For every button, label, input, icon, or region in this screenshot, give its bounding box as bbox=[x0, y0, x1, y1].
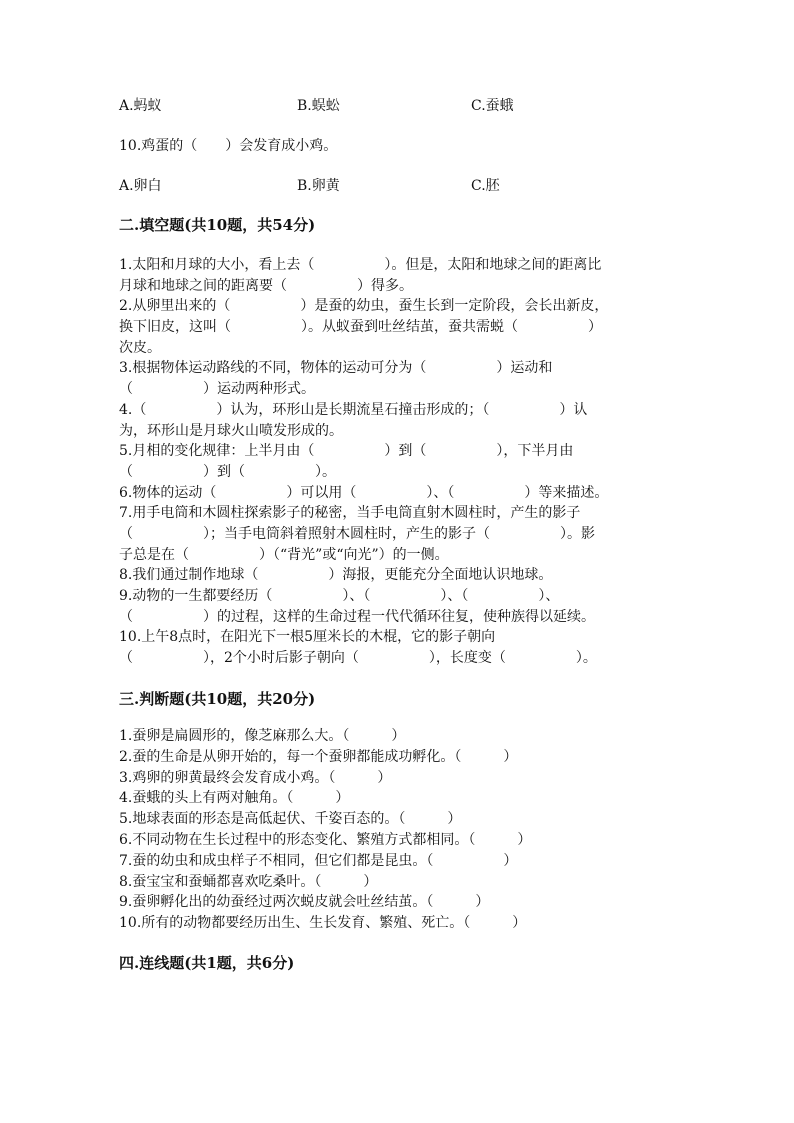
section4-title: 四.连线题(共1题，共6分) bbox=[119, 954, 295, 972]
section2-title: 二.填空题(共10题，共54分) bbox=[119, 216, 316, 234]
section2-line: （ ），2个小时后影子朝向（ ），长度变（ ）。 bbox=[119, 650, 597, 667]
section3-line: 5.地球表面的形态是高低起伏、千姿百态的。（ ） bbox=[119, 811, 462, 828]
section2-line: 6.物体的运动（ ）可以用（ ）、（ ）等来描述。 bbox=[119, 484, 609, 501]
q10-option-c: C.胚 bbox=[471, 178, 500, 194]
section3-line: 3.鸡卵的卵黄最终会发育成小鸡。（ ） bbox=[119, 769, 392, 786]
section2-line: 次皮。 bbox=[119, 339, 161, 356]
section3-title: 三.判断题(共10题，共20分) bbox=[119, 690, 316, 708]
section2-line: 9.动物的一生都要经历（ ）、（ ）、（ ）、 bbox=[119, 588, 560, 604]
section3-questions bbox=[119, 726, 679, 934]
section3-line: 10.所有的动物都要经历出生、生长发育、繁殖、死亡。（ ） bbox=[119, 915, 527, 932]
section2-line: （ ）的过程，这样的生命过程一代代循环往复，使种族得以延续。 bbox=[119, 608, 595, 625]
q9-options bbox=[119, 96, 679, 116]
section2-line: 8.我们通过制作地球（ ）海报，更能充分全面地认识地球。 bbox=[119, 567, 553, 584]
q10-text: 10.鸡蛋的（ ）会发育成小鸡。 bbox=[119, 138, 338, 154]
q9-option-c: C.蚕蛾 bbox=[471, 98, 514, 114]
section2-line: （ ）；当手电筒斜着照射木圆柱时，产生的影子（ ）。影 bbox=[119, 525, 595, 542]
section3-line: 8.蚕宝宝和蚕蛹都喜欢吃桑叶。（ ） bbox=[119, 873, 378, 890]
section3-line: 6.不同动物在生长过程中的形态变化、繁殖方式都相同。（ ） bbox=[119, 831, 532, 848]
section2-line: 月球和地球之间的距离要（ ）得多。 bbox=[119, 277, 413, 294]
q10-option-b: B.卵黄 bbox=[297, 178, 340, 194]
section3-line: 4.蚕蛾的头上有两对触角。（ ） bbox=[119, 790, 350, 807]
section2-questions bbox=[119, 255, 679, 669]
section2-line: （ ）到（ ）。 bbox=[119, 463, 336, 480]
section2-line: （ ）运动两种形式。 bbox=[119, 381, 315, 398]
section3-line: 7.蚕的幼虫和成虫样子不相同，但它们都是昆虫。（ ） bbox=[119, 852, 518, 869]
section3-line: 9.蚕卵孵化出的幼蚕经过两次蜕皮就会吐丝结茧。（ ） bbox=[119, 894, 490, 911]
q10-option-a: A.卵白 bbox=[119, 178, 162, 194]
section2-line: 7.用手电筒和木圆柱探索影子的秘密，当手电筒直射木圆柱时，产生的影子 bbox=[119, 505, 581, 522]
section2-line: 1.太阳和月球的大小，看上去（ ）。但是，太阳和地球之间的距离比 bbox=[119, 257, 602, 273]
section2-line: 4.（ ）认为，环形山是长期流星石撞击形成的；（ ）认 bbox=[119, 401, 588, 418]
section2-line: 子总是在（ ）（“背光”或“向光”）的一侧。 bbox=[119, 546, 449, 563]
section3-line: 2.蚕的生命是从卵开始的，每一个蚕卵都能成功孵化。（ ） bbox=[119, 748, 518, 765]
q10-options bbox=[119, 176, 679, 196]
section2-line: 为，环形山是月球火山喷发形成的。 bbox=[119, 422, 343, 439]
section2-line: 3.根据物体运动路线的不同，物体的运动可分为（ ）运动和 bbox=[119, 360, 553, 377]
section2-line: 5.月相的变化规律：上半月由（ ）到（ ），下半月由 bbox=[119, 443, 574, 460]
section2-line: 2.从卵里出来的（ ）是蚕的幼虫，蚕生长到一定阶段，会长出新皮， bbox=[119, 298, 609, 315]
section2-line: 换下旧皮，这叫（ ）。从蚁蚕到吐丝结茧，蚕共需蜕（ ） bbox=[119, 319, 602, 336]
section2-line: 10.上午8点时，在阳光下一根5厘米长的木棍，它的影子朝向 bbox=[119, 629, 496, 646]
section3-line: 1.蚕卵是扁圆形的，像芝麻那么大。（ ） bbox=[119, 728, 406, 744]
q9-option-b: B.蜈蚣 bbox=[297, 98, 340, 114]
q9-option-a: A.蚂蚁 bbox=[119, 98, 162, 114]
